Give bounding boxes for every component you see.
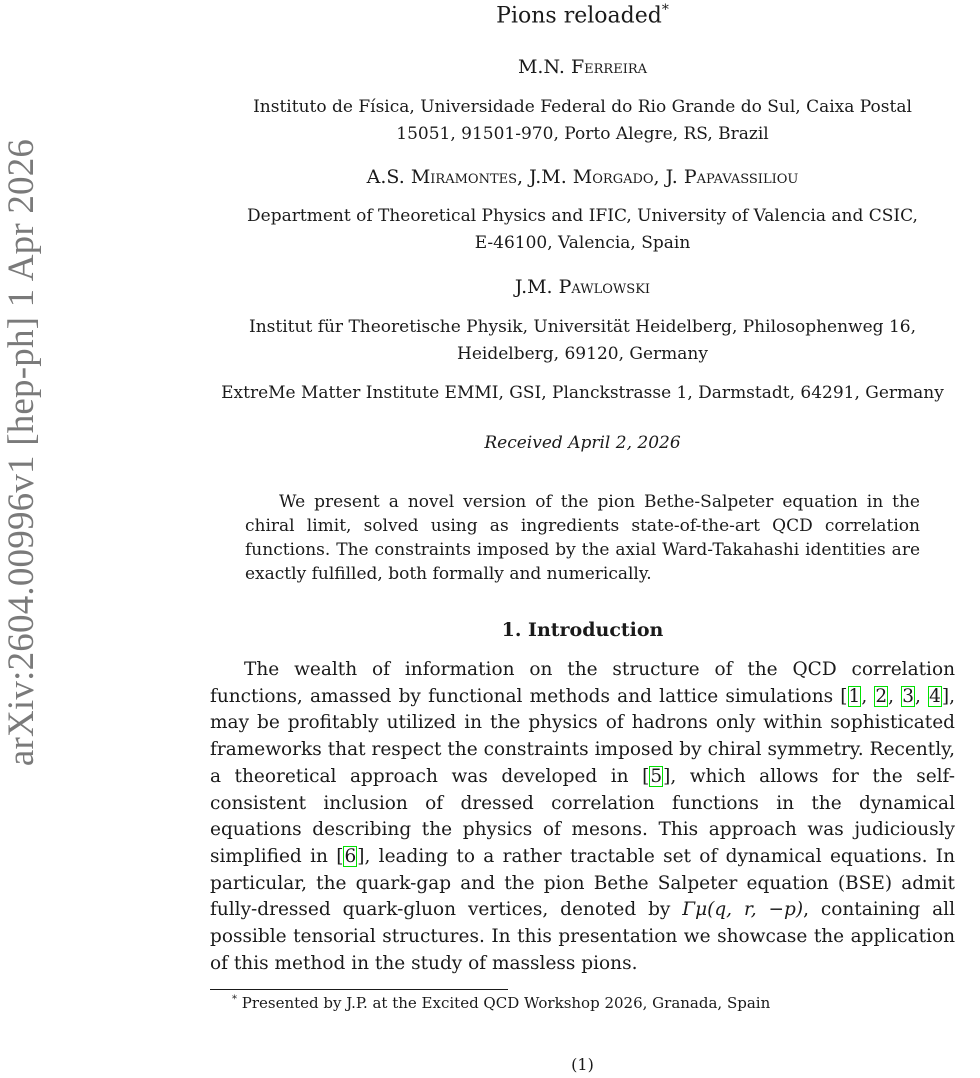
intro-text-5: , containing all possible tensorial structures. In this presentation we showcase the application of this method in the study of massless pions. (210, 899, 955, 974)
citation-separator: , (861, 685, 875, 707)
affiliation-1-line-1: Instituto de Física, Universidade Federal do Rio Grande do Sul, Caixa Postal (253, 97, 912, 117)
affiliation-3 (200, 314, 965, 368)
footnote-text: Presented by J.P. at the Excited QCD Workshop 2026, Granada, Spain (241, 994, 771, 1012)
title-footnote-mark[interactable]: * (661, 2, 669, 18)
citation-link-5[interactable]: 5 (650, 765, 663, 787)
intro-text-3: ], which allows for the self-consistent inclusion of dressed correlation functions in the dynamical equations describing the physics of mesons. This approach was judiciously simplified in [ (210, 765, 955, 867)
intro-text-4: ], leading to a rather tractable set of dynamical equations. In particular, the quark-gap and the pion Bethe Salpeter equation (BSE) admit fully-dressed quark-gluon vertices, denoted by (210, 845, 955, 921)
paper-title (200, 2, 965, 28)
affiliation-3-line-2: Heidelberg, 69120, Germany (457, 344, 708, 364)
author-line-1: M.N. Ferreira (517, 56, 648, 78)
introduction-paragraph (210, 657, 955, 977)
received-date: Received April 2, 2026 (484, 433, 681, 453)
affiliation-1 (200, 94, 965, 148)
affiliation-3-line-1: Institut für Theoretische Physik, Universität Heidelberg, Philosophenweg 16, (249, 317, 916, 337)
citation-link-6[interactable]: 6 (344, 845, 357, 867)
author-line-2: A.S. Miramontes, J.M. Morgado, J. Papavassiliou (366, 166, 799, 188)
abstract: We present a novel version of the pion Bethe-Salpeter equation in the chiral limit, solved using as ingredients state-of-the-art QCD correlation functions. The constraints imposed by the axial Ward-Takahashi identities are exactly fulfilled, both formally and numerically. (245, 492, 920, 584)
section-heading: 1. Introduction (501, 619, 664, 641)
affiliation-1-line-2: 15051, 91501-970, Porto Alegre, RS, Brazil (396, 124, 769, 144)
affiliation-2-line-2: E-46100, Valencia, Spain (474, 233, 691, 253)
intro-text-2: ], may be profitably utilized in the physics of hadrons only within sophisticated frameworks that respect the constraints imposed by chiral symmetry. Recently, a theoretical approach was developed in [ (210, 685, 955, 787)
footnote-rule (210, 989, 508, 990)
footnote-mark: * (232, 994, 237, 1005)
intro-text-1: The wealth of information on the structure of the QCD correlation functions, amassed by functional methods and lattice simulations [ (210, 659, 955, 707)
paper-title-text: Pions reloaded (496, 3, 662, 29)
citation-separator: , (915, 685, 929, 707)
citation-link-3[interactable]: 3 (902, 685, 915, 707)
citation-link-4[interactable]: 4 (929, 685, 941, 707)
vertex-math: Γμ(q, r, −p) (682, 899, 804, 921)
citation-link-1[interactable]: 1 (848, 685, 861, 707)
page-number: (1) (571, 1055, 594, 1074)
author-line-3: J.M. Pawlowski (514, 276, 651, 298)
citation-link-2[interactable]: 2 (875, 685, 888, 707)
arxiv-identifier-stamp[interactable] (2, 90, 42, 815)
affiliation-2-line-1: Department of Theoretical Physics and IFIC, University of Valencia and CSIC, (247, 206, 918, 226)
citation-separator: , (888, 685, 902, 707)
affiliation-2 (200, 203, 965, 257)
arxiv-identifier-text: arXiv:2604.00996v1 [hep-ph] 1 Apr 2026 (1, 138, 43, 767)
affiliation-4: ExtreMe Matter Institute EMMI, GSI, Planckstrasse 1, Darmstadt, 64291, Germany (221, 383, 944, 403)
footnote (232, 994, 770, 1012)
